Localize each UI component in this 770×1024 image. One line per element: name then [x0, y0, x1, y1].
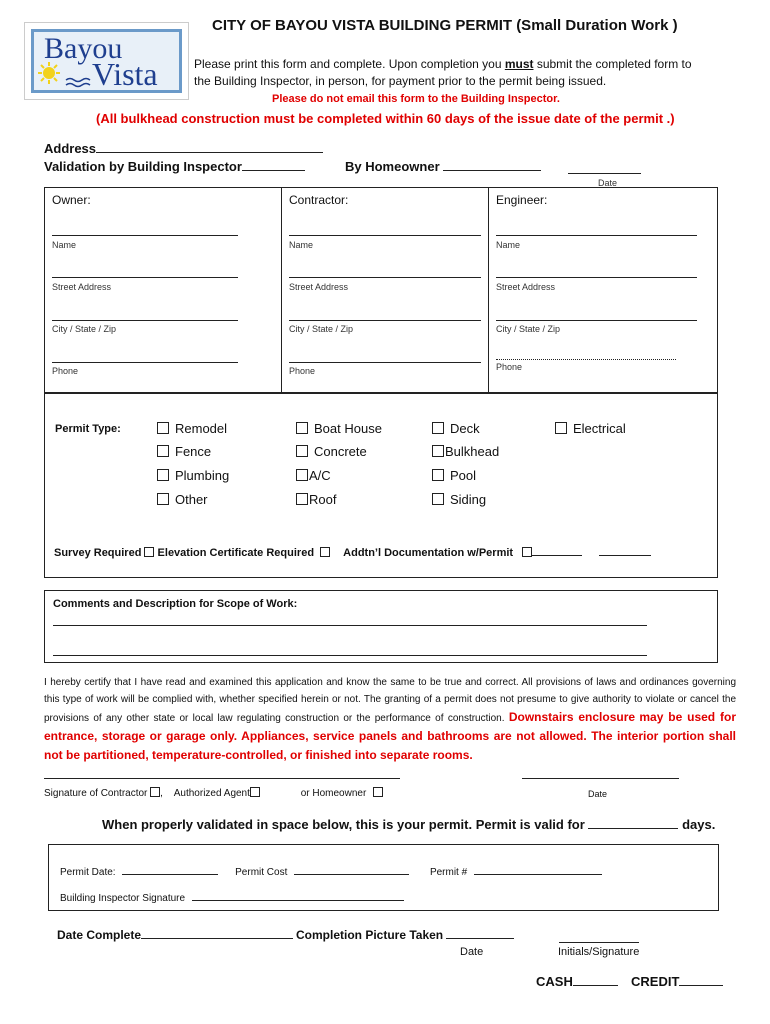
permit-checkbox[interactable]	[432, 469, 444, 481]
logo-text-bayou: Bayou	[44, 32, 123, 65]
valid-days-field[interactable]	[588, 818, 678, 829]
permit-number-field[interactable]	[474, 864, 602, 875]
intro-line-1: Please print this form and complete. Upon completion you must submit the completed form to	[194, 57, 692, 71]
party-1-field-0-line[interactable]	[289, 225, 481, 236]
party-2-field-1-line[interactable]	[496, 267, 697, 278]
permit-option-siding[interactable]	[432, 492, 486, 507]
addtnl-documentation-checkbox[interactable]	[522, 547, 532, 557]
city-logo	[24, 22, 189, 100]
homeowner-field[interactable]: By Homeowner	[345, 159, 541, 174]
bulkhead-notice: (All bulkhead construction must be completed within 60 days of the issue date of the permit .)	[96, 111, 675, 126]
inspector-signature-field[interactable]	[192, 890, 404, 901]
permit-option-label: Bulkhead	[445, 444, 500, 459]
date-line[interactable]	[568, 163, 641, 174]
party-0-field-1-caption: Street Address	[52, 282, 112, 292]
permit-checkbox[interactable]	[157, 469, 169, 481]
date-complete-field[interactable]: Date Complete	[57, 928, 293, 942]
cash-field[interactable]: CASH	[536, 974, 618, 989]
permit-option-label: Other	[175, 492, 208, 507]
permit-option-label: Plumbing	[175, 468, 230, 483]
party-heading-2: Engineer:	[496, 193, 548, 207]
party-2-field-2-line[interactable]	[496, 310, 697, 321]
permit-option-bulkhead[interactable]	[432, 444, 499, 459]
party-2-field-0-line[interactable]	[496, 225, 697, 236]
credit-field[interactable]: CREDIT	[631, 974, 723, 989]
permit-option-concrete[interactable]	[296, 444, 367, 459]
party-1-field-2-caption: City / State / Zip	[289, 324, 354, 334]
party-1-field-1-line[interactable]	[289, 267, 481, 278]
party-1-field-0-caption: Name	[289, 240, 314, 250]
party-heading-1: Contractor:	[289, 193, 349, 207]
permit-option-label: Fence	[175, 444, 212, 459]
contractor-checkbox[interactable]	[150, 787, 160, 797]
permit-option-pool[interactable]	[432, 468, 476, 483]
party-0-field-0-line[interactable]	[52, 225, 238, 236]
initials-caption: Initials/Signature	[558, 946, 640, 958]
survey-required-checkbox[interactable]	[144, 547, 154, 557]
permit-type-label: Permit Type:	[55, 423, 121, 435]
permit-option-label: Electrical	[573, 421, 626, 436]
completion-date-caption: Date	[460, 946, 484, 958]
document-requirements: Survey Required Elevation Certificate Required Addtn’l Documentation w/Permit	[54, 545, 651, 559]
party-0-field-1-line[interactable]	[52, 267, 238, 278]
permit-option-electrical[interactable]	[555, 421, 626, 436]
address-field[interactable]: Address	[44, 141, 323, 156]
permit-option-label: A/C	[309, 468, 331, 483]
no-email-notice: Please do not email this form to the Building Inspector.	[272, 93, 560, 105]
page-title: CITY OF BAYOU VISTA BUILDING PERMIT (Small Duration Work )	[212, 17, 678, 34]
permit-option-remodel[interactable]	[157, 421, 227, 436]
comments-label: Comments and Description for Scope of Work:	[53, 598, 298, 610]
date-caption: Date	[598, 178, 618, 188]
party-0-field-0-caption: Name	[52, 240, 77, 250]
waves-icon	[64, 76, 94, 90]
permit-option-other[interactable]	[157, 492, 208, 507]
permit-checkbox[interactable]	[296, 422, 308, 434]
permit-checkbox[interactable]	[432, 422, 444, 434]
party-2-field-3-caption: Phone	[496, 362, 523, 372]
signature-date-line[interactable]	[522, 768, 679, 779]
comments-line-1[interactable]	[53, 615, 647, 626]
permit-option-label: Deck	[450, 421, 480, 436]
signature-line[interactable]	[44, 768, 400, 779]
permit-checkbox[interactable]	[432, 445, 444, 457]
permit-option-plumbing[interactable]	[157, 468, 229, 483]
party-1-field-2-line[interactable]	[289, 310, 481, 321]
permit-checkbox[interactable]	[296, 469, 308, 481]
party-1-field-1-caption: Street Address	[289, 282, 349, 292]
party-2-field-2-caption: City / State / Zip	[496, 324, 561, 334]
permit-checkbox[interactable]	[432, 493, 444, 505]
permit-option-label: Siding	[450, 492, 487, 507]
permit-checkbox[interactable]	[157, 445, 169, 457]
permit-option-label: Concrete	[314, 444, 367, 459]
signature-row: Signature of Contractor , Authorized Agent or Homeowner	[44, 787, 383, 799]
permit-option-fence[interactable]	[157, 444, 211, 459]
permit-option-label: Boat House	[314, 421, 382, 436]
signature-date-caption: Date	[588, 789, 608, 799]
validity-statement: When properly validated in space below, this is your permit. Permit is valid for days.	[102, 817, 716, 832]
permit-option-label: Pool	[450, 468, 477, 483]
authorized-agent-checkbox[interactable]	[250, 787, 260, 797]
comments-line-2[interactable]	[53, 645, 647, 656]
certification-text: I hereby certify that I have read and examined this application and know the same to be true and correct. All provisions of laws and ordinances governing this type of work will be complied with, whether specified herein or not. The granting of a permit does not presume to give authority to violate or cancel the provisions of any other state or local law regulating construction or the performance of construction. Downstairs enclosure may be used for entrance, storage or garage only. Appliances, service panels and bathrooms are not allowed. The interior portion shall not be partitioned, temperature-controlled, or finished into separate rooms.	[44, 677, 736, 762]
party-0-field-2-caption: City / State / Zip	[52, 324, 117, 334]
permit-checkbox[interactable]	[555, 422, 567, 434]
initials-line[interactable]	[559, 932, 639, 943]
homeowner-checkbox[interactable]	[373, 787, 383, 797]
party-heading-0: Owner:	[52, 193, 91, 207]
permit-cost-field[interactable]	[294, 864, 409, 875]
permit-checkbox[interactable]	[157, 493, 169, 505]
permit-date-field[interactable]	[122, 864, 218, 875]
party-0-field-2-line[interactable]	[52, 310, 238, 321]
party-2-field-0-caption: Name	[496, 240, 521, 250]
inspector-validation-field[interactable]: Validation by Building Inspector	[44, 159, 305, 174]
permit-checkbox[interactable]	[296, 445, 308, 457]
party-1-field-3-caption: Phone	[289, 366, 316, 376]
permit-option-deck[interactable]	[432, 421, 480, 436]
completion-picture-field[interactable]: Completion Picture Taken	[296, 928, 514, 942]
party-1-field-3-line[interactable]	[289, 352, 481, 363]
official-row-1: Permit Date: Permit Cost Permit #	[60, 864, 602, 878]
official-row-2: Building Inspector Signature	[60, 890, 404, 904]
permit-option-a-c[interactable]	[296, 468, 331, 483]
party-0-field-3-caption: Phone	[52, 366, 79, 376]
permit-option-label: Roof	[309, 492, 337, 507]
logo-text-vista: Vista	[92, 56, 158, 92]
party-0-field-3-line[interactable]	[52, 352, 238, 363]
party-2-field-1-caption: Street Address	[496, 282, 556, 292]
permit-checkbox[interactable]	[157, 422, 169, 434]
intro-line-2: the Building Inspector, in person, for payment prior to the permit being issued.	[194, 74, 607, 88]
permit-checkbox[interactable]	[296, 493, 308, 505]
permit-option-boat-house[interactable]	[296, 421, 382, 436]
elevation-certificate-checkbox[interactable]	[320, 547, 330, 557]
permit-option-label: Remodel	[175, 421, 228, 436]
party-2-field-3-line[interactable]	[496, 349, 676, 360]
permit-option-roof[interactable]	[296, 492, 336, 507]
